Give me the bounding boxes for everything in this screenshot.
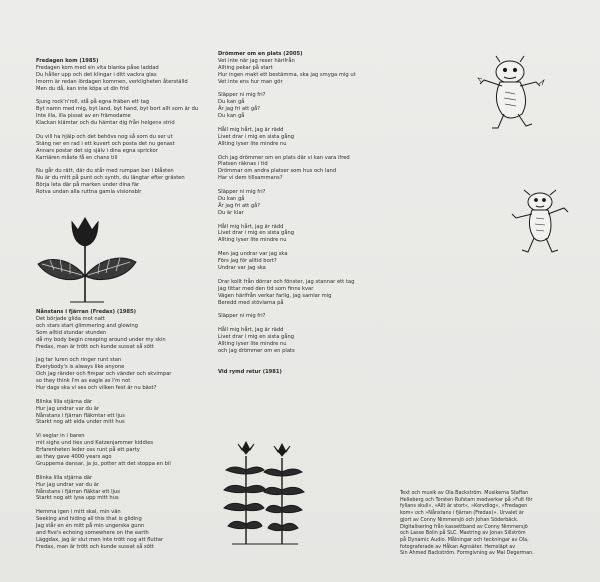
lyric-line: Byt namn med mig, byt land, byt hand, byt bort allt som är du <box>36 106 199 113</box>
credit-line: Sin Ahmed Backström. Formgivning av Mai Degerman. <box>400 550 534 557</box>
lyric-line: Fredagen kom med sin vita blanka påse laddad <box>36 64 159 71</box>
stanza-break <box>36 350 216 357</box>
lyric-line: Som alltid stundar stunden <box>36 329 107 336</box>
creature-drawing <box>470 52 550 132</box>
stanza-break <box>218 306 388 313</box>
lyric-line: Men du då, kan inte köpa ut din frid <box>36 85 129 92</box>
lyric-line: och jag drömmer om en plats <box>218 347 295 354</box>
plant-drawing <box>218 440 310 550</box>
lyric-line: Imorrn är redan lördagen kommen, verkligheten återställd <box>36 78 188 85</box>
credit-line: och Lasse Bolin på SLC. Mastring av Jonas Sillström <box>400 530 526 537</box>
stanza-break <box>218 272 388 279</box>
lyric-line: as they gave 4000 years ago <box>36 453 112 460</box>
lyric-line: Nånstans i fjärran fläkmtar ett ljus <box>36 412 126 419</box>
lyric-line: Börja leta där på marken under dina fär <box>36 182 140 189</box>
credit-line: kom« och »Nånstans i fjärran (Fredax)«. Urvalet är <box>400 510 524 517</box>
lyric-line: Seeking and hiding all this that is gliding <box>36 516 142 523</box>
song-title: Fredagen kom (1985) <box>36 58 99 64</box>
lyric-line: Nånstans i fjärran fläktar ett ljus <box>36 488 120 495</box>
lyric-line: Grupperna dansar, ja jo, potter att det stoppa en bil <box>36 460 171 467</box>
song-title: Drömmer om en plats (2005) <box>218 51 303 57</box>
lyric-line: Drömmar om andra platser som hus och land <box>218 168 337 175</box>
stanza-break <box>36 502 216 509</box>
lyric-line: and five's echoing somewhere on the earth <box>36 529 149 536</box>
lyric-line: Hemma igen i mitt skal, min vän <box>36 509 121 516</box>
lyrics-nanstans-i-fjarran <box>36 309 216 551</box>
stanza-break <box>36 468 216 475</box>
lyric-line: Karriären måste få en chans till <box>36 154 118 161</box>
stanza-break <box>218 120 388 127</box>
lyric-line: Du kan gå <box>218 113 245 120</box>
credit-line: fyllans skull«, »Allt är stort«, »Korvdiog«, »Fredagen <box>400 503 528 510</box>
lyric-line: Klackan klämtar och du hämtar dig från helgens strid <box>36 120 175 127</box>
lyric-line: Allting lyser lite mindre nu <box>218 237 287 244</box>
lyric-line: Läggdax, jag är slut men inte trött nog att fluttar <box>36 536 164 543</box>
lyric-line: Jag tittar med den tid som finns kvar <box>218 285 314 292</box>
credit-line: Digitalisering från kassettband av Conny Nimmersjö <box>400 523 528 530</box>
lyric-line: Är jag fri att gå? <box>218 202 261 209</box>
lyric-line: Fredax, man är trött och kunde sussat så sött <box>36 543 154 550</box>
lyrics-drommer-om-en-plats <box>218 51 388 375</box>
lyric-line: Du vill ha hjälp och det behövs nog så som du ser ut <box>36 133 173 140</box>
lyric-line: Hur ingen makt ett bestämma, ska jag smyga mig ut <box>218 71 356 78</box>
lyric-line: Rotva undan alla ruttna gamla visionsblr <box>36 189 142 196</box>
lyric-line: Undrar var jag ska <box>218 265 266 271</box>
lyric-line: so they think I'm as eagle as I'm not <box>36 378 131 385</box>
lyric-line: Fredax, man är trött och kunde sussat så sött <box>36 343 154 350</box>
lyric-line: Allting lyser lite mindre nu <box>218 340 287 347</box>
lyric-line: Erfarenheten leder oss runt på ett party <box>36 447 140 454</box>
song-lines <box>36 65 216 196</box>
lyric-line: Starkt nog att lysa upp mitt hus <box>36 495 119 502</box>
lyric-line: Du håller upp och det klingar i ditt vackra glas <box>36 71 157 78</box>
lyric-line: Det började glida mot natt <box>36 315 105 322</box>
song-title-vid-rymd-retur: Vid rymd retur (1981) <box>218 368 282 375</box>
lyric-line: Jag står en en mitt på min ungerska gunn <box>36 523 145 530</box>
lyric-line: Livet drar i mig en sista gång <box>218 334 295 341</box>
lyric-line: Och jag drömmer om en plats där vi kan vara ifred <box>218 154 350 161</box>
stanza-break <box>218 182 388 189</box>
credits-text <box>400 490 560 557</box>
lyric-line: mit sighs und ties und Katzenjammer kiddies <box>36 440 154 447</box>
lyrics-fredagen-kom <box>36 58 216 196</box>
lyric-line: Beredd med stövlarna på <box>218 299 284 306</box>
lyric-line: Och jag ränder och fimpar och vänder och skvimpar <box>36 371 172 378</box>
lyric-line: Håll mig hårt, jag är rädd <box>218 126 284 133</box>
lyric-line: Du kan gå <box>218 99 245 106</box>
stanza-break <box>36 426 216 433</box>
stanza-break <box>218 217 388 224</box>
credit-line: Helleberg och Torsten Rufstam medverkar på »Fult för <box>400 496 533 503</box>
lyric-line: Vet inte när jag reser härifrån <box>218 57 295 64</box>
lyric-line: Hur dags ska vi ses och vilken fest är nu bäst? <box>36 384 157 391</box>
lyric-line: Inte illa, illa pissat av en främodame <box>36 113 131 120</box>
lyric-line: Släpper ni mig fri? <box>218 92 266 99</box>
lyric-line: Har vi dem tillsammans? <box>218 175 283 182</box>
stanza-break <box>218 148 388 155</box>
lyric-line: Håll mig hårt, jag är rädd <box>218 327 284 334</box>
lyric-line: Allting lyser lite mindre nu <box>218 140 287 147</box>
lyric-line: Livet drar i mig en sista gång <box>218 133 295 140</box>
lyric-line: Allting pekar på start <box>218 64 273 71</box>
lyric-line: Vi seglar in i baren <box>36 433 85 440</box>
lyric-line: Annars postar det sig själv i dina egna sprickor <box>36 147 158 154</box>
lyric-line: Drar kollt från dörrar och fönster, jag stannar ett tag <box>218 278 355 285</box>
creature-drawing-small <box>506 184 572 256</box>
credit-line: fotograferade av Håkan Agnsäter. Hemsläpt av <box>400 543 516 550</box>
credit-line: Text och musik av Ola Backström. Musikerna Staffan <box>400 490 529 496</box>
lyric-line: och stars start glimmering and glowing <box>36 322 138 329</box>
credit-line: på Dynamic Audio. Målningar och teckningar av Ola, <box>400 536 529 543</box>
tulip-drawing <box>30 214 142 306</box>
lyric-line: Hur jag undrar var du är <box>36 405 100 412</box>
lyric-line: Vägen härifrån verkar farlig, jag samlar mig <box>218 292 332 299</box>
lyric-line: Förs jag för alltid bort? <box>218 258 277 265</box>
lyric-line: då my body begin creeping around under my skin <box>36 336 166 343</box>
stanza-break <box>36 392 216 399</box>
lyric-line: Du kan gå <box>218 195 245 202</box>
song-lines <box>36 316 216 551</box>
lyric-line: Släpper ni mig fri? <box>218 189 266 196</box>
credits-lines <box>400 490 560 557</box>
lyric-line: Men jag undrar var jag ska <box>218 251 288 258</box>
stanza-break <box>218 86 388 93</box>
song-lines <box>218 58 388 355</box>
lyric-line: Hur jag undrar var du är <box>36 481 100 488</box>
lyric-line: Nu är du mitt på punt och synth, du längtar efter grästen <box>36 175 185 182</box>
lyric-line: Håll mig hårt, jag är rädd <box>218 223 284 230</box>
lyric-line: Släpper ni mig fri? <box>218 313 266 320</box>
lyric-line: Platsen räknas i tid <box>218 161 268 168</box>
stanza-break <box>218 244 388 251</box>
lyric-line: Blinka lilla stjärna där <box>36 398 93 405</box>
lyric-line: Vet inte ens hur man gör <box>218 78 283 85</box>
lyric-line: Stäng ner en rad i ett kuvert och posta det nu genast <box>36 140 175 147</box>
lyric-line: Du är klar <box>218 209 244 216</box>
lyric-line: Sjung rock'n'roll, stå på egna fräben ett tag <box>36 99 150 106</box>
lyric-line: Jag tar luren och ringer runt stan <box>36 357 122 364</box>
lyric-line: Livet drar i mig en sista gång <box>218 230 295 237</box>
lyric-line: Nu går du rätt, där du står med rumpan bar i blåsten <box>36 168 174 175</box>
stanza-break <box>36 127 216 134</box>
lyric-line: Blinka lilla stjärna där <box>36 474 93 481</box>
lyric-line: Är jag fri att gå? <box>218 106 261 113</box>
credit-line: gjort av Conny Nimmersjö och Johan Söderbäck. <box>400 516 519 523</box>
song-title: Nånstans i fjärran (Fredax) (1985) <box>36 309 137 315</box>
lyric-line: Starkt nog att elda under mitt hus <box>36 419 125 426</box>
lyric-line: Everybody's is always like anyone <box>36 364 125 371</box>
